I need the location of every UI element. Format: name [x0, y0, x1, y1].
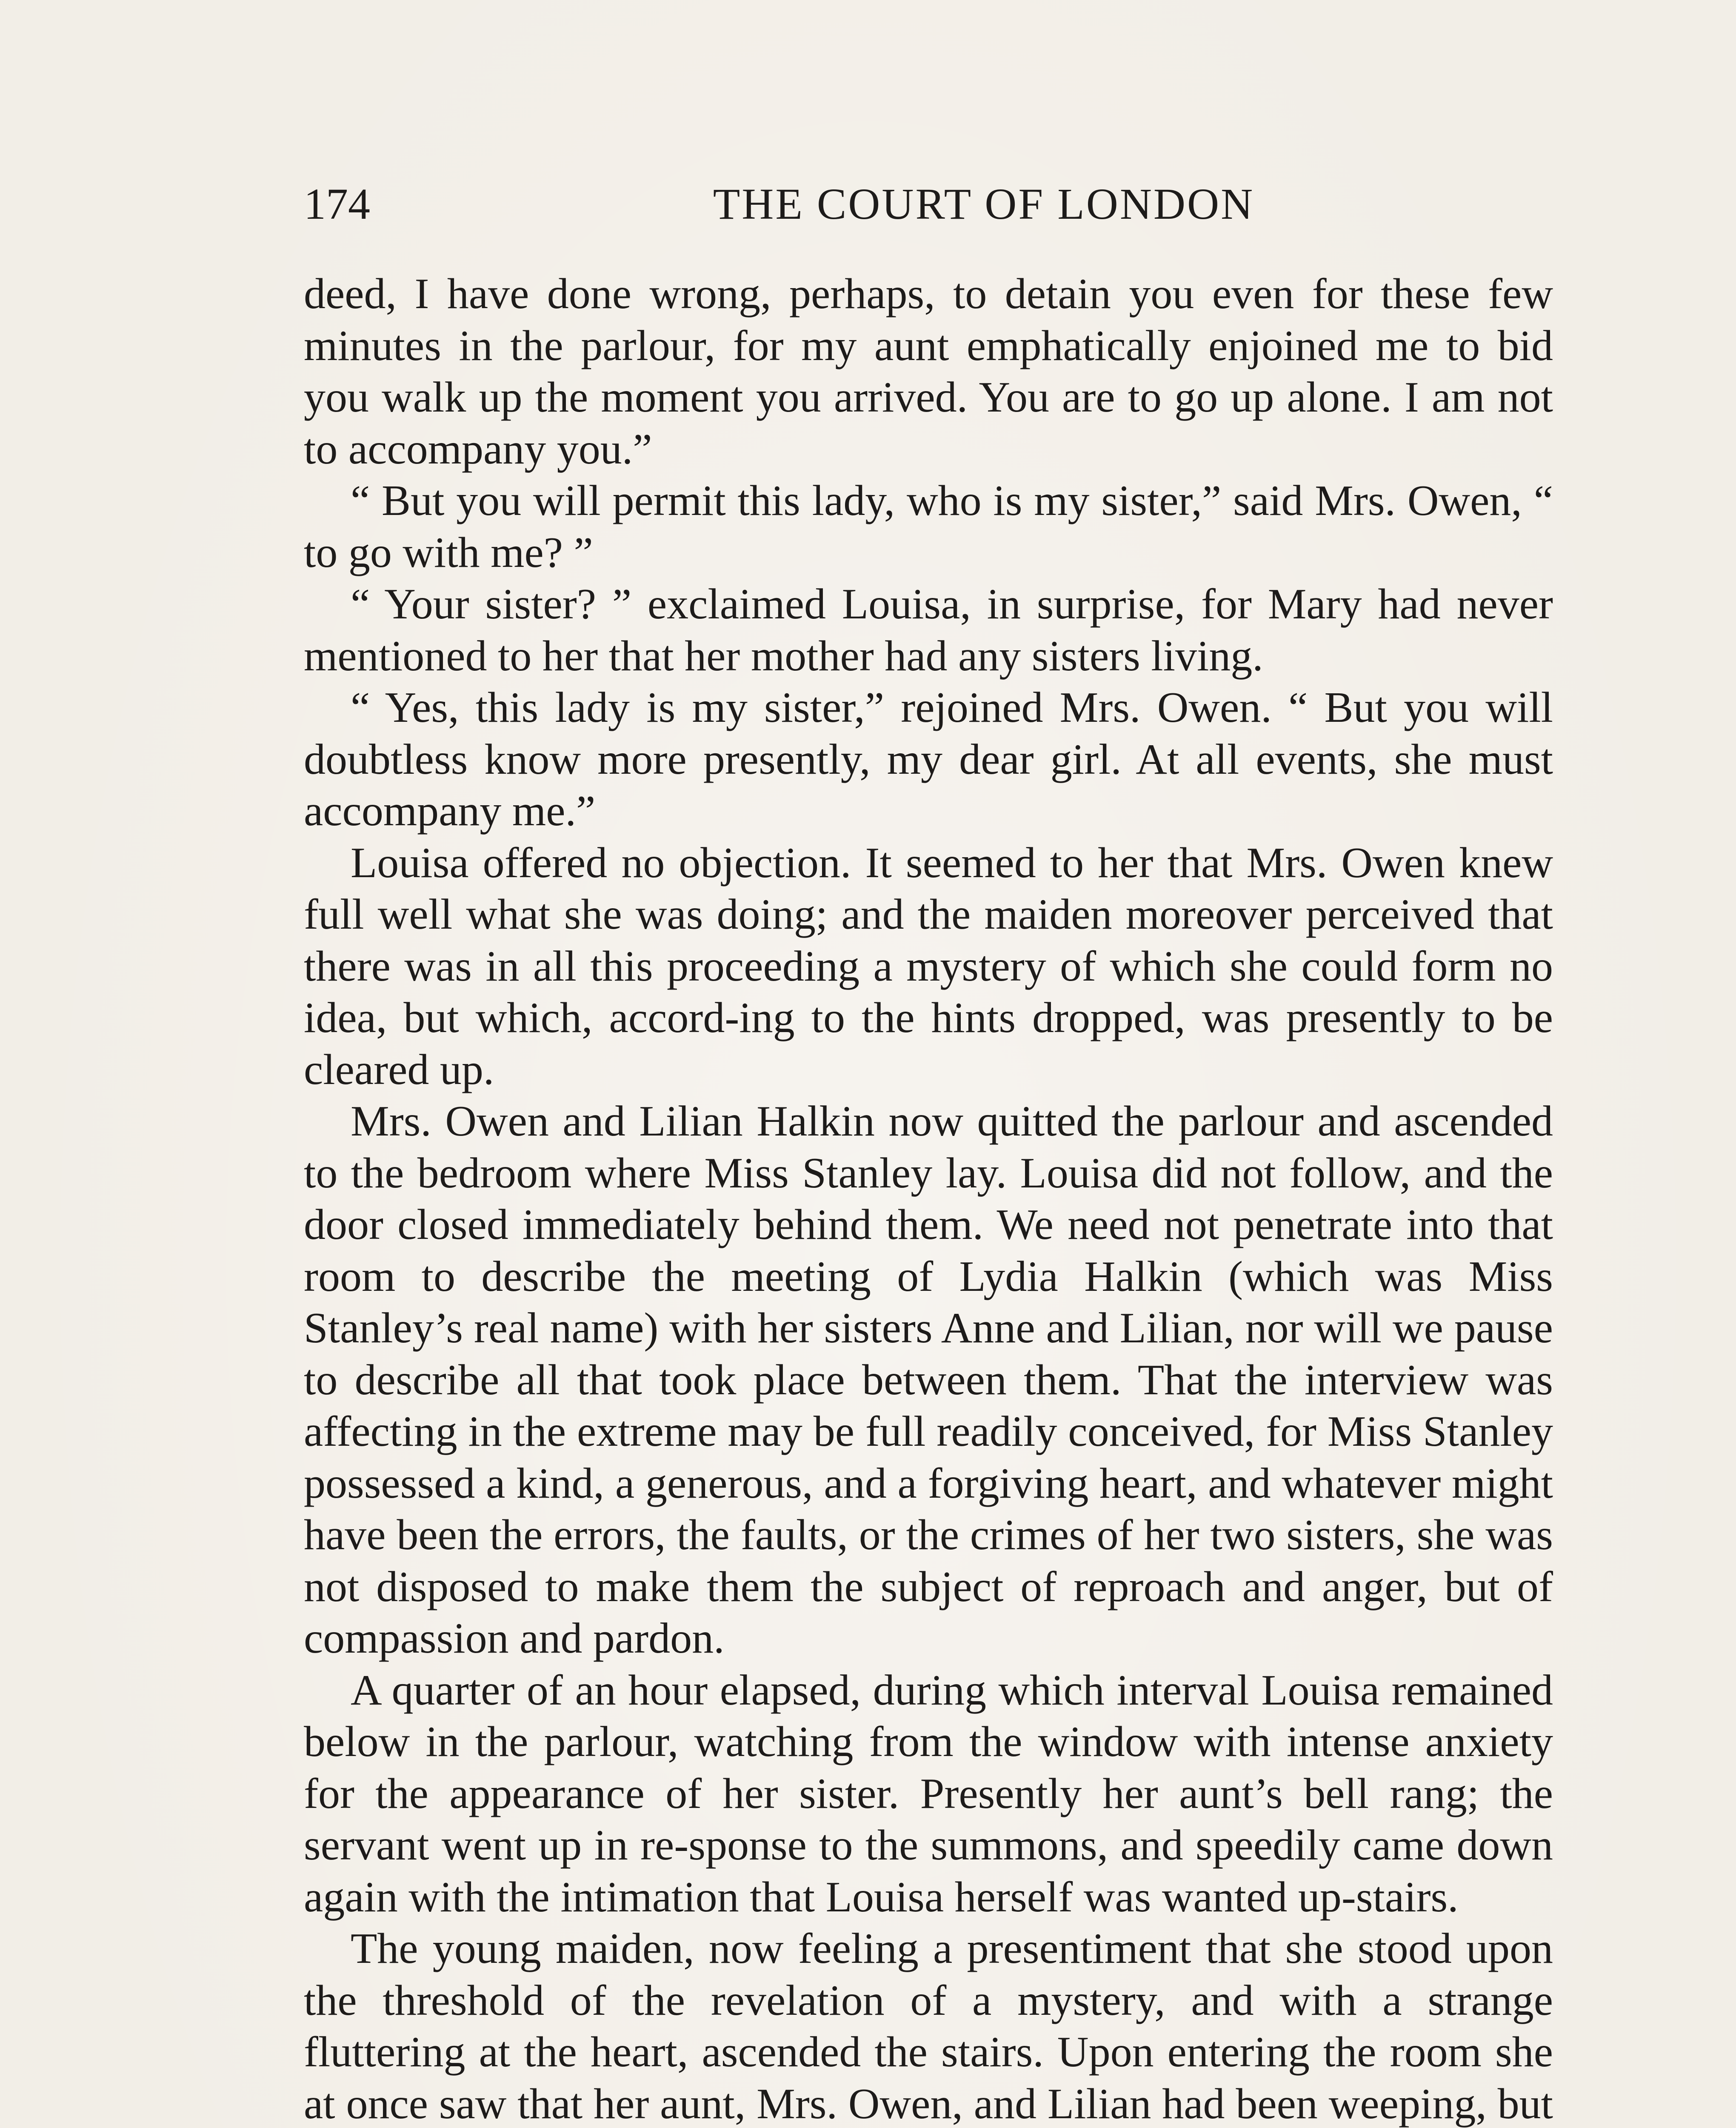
running-title: THE COURT OF LONDON: [713, 180, 1255, 229]
paragraph: deed, I have done wrong, perhaps, to detain you even for these few minutes in the parlour, for my aunt emphatically enjoined me to bid you walk up the moment you arrived. You are to go up alone. I am not to accompany you.”: [304, 270, 1553, 473]
body-text: [304, 268, 1553, 2128]
page-number: 174: [304, 180, 370, 229]
paragraph: Louisa offered no objection. It seemed to her that Mrs. Owen knew full well what she was doing; and the maiden moreover perceived that there was in all this proceeding a mystery of which she could form no idea, but which, accord-ing to the hints dropped, was presently to be cleared up.: [304, 838, 1553, 1094]
page-header: [304, 170, 1553, 238]
paragraph: “ But you will permit this lady, who is my sister,” said Mrs. Owen, “ to go with me? ”: [304, 477, 1553, 577]
paragraph: Mrs. Owen and Lilian Halkin now quitted the parlour and ascended to the bedroom where Miss Stanley lay. Louisa did not follow, and the door closed immediately behind them. We need not penetrate into that room to describe the meeting of Lydia Halkin (which was Miss Stanley’s real name) with her sisters Anne and Lilian, nor will we pause to describe all that took place between them. That the interview was affecting in the extreme may be full readily conceived, for Miss Stanley possessed a kind, a generous, and a forgiving heart, and whatever might have been the errors, the faults, or the crimes of her two sisters, she was not disposed to make them the subject of reproach and anger, but of compassion and pardon.: [304, 1097, 1553, 1662]
paragraph: “ Yes, this lady is my sister,” rejoined Mrs. Owen. “ But you will doubtless know more presently, my dear girl. At all events, she must accompany me.”: [304, 684, 1553, 835]
paragraph: “ Your sister? ” exclaimed Louisa, in surprise, for Mary had never mentioned to her that her mother had any sisters living.: [304, 580, 1553, 680]
paragraph: A quarter of an hour elapsed, during which interval Louisa remained below in the parlour, watching from the window with intense anxiety for the appearance of her sister. Presently her aunt’s bell rang; the servant went up in re-sponse to the summons, and speedily came down again with the intimation that Louisa herself was wanted up-stairs.: [304, 1666, 1553, 1921]
paragraph: The young maiden, now feeling a presentiment that she stood upon the threshold of the revelation of a mystery, and with a strange fluttering at the heart, ascended the stairs. Upon entering the room she at once saw that her aunt, Mrs. Owen, and Lilian had been weeping, but: [304, 1925, 1553, 2128]
